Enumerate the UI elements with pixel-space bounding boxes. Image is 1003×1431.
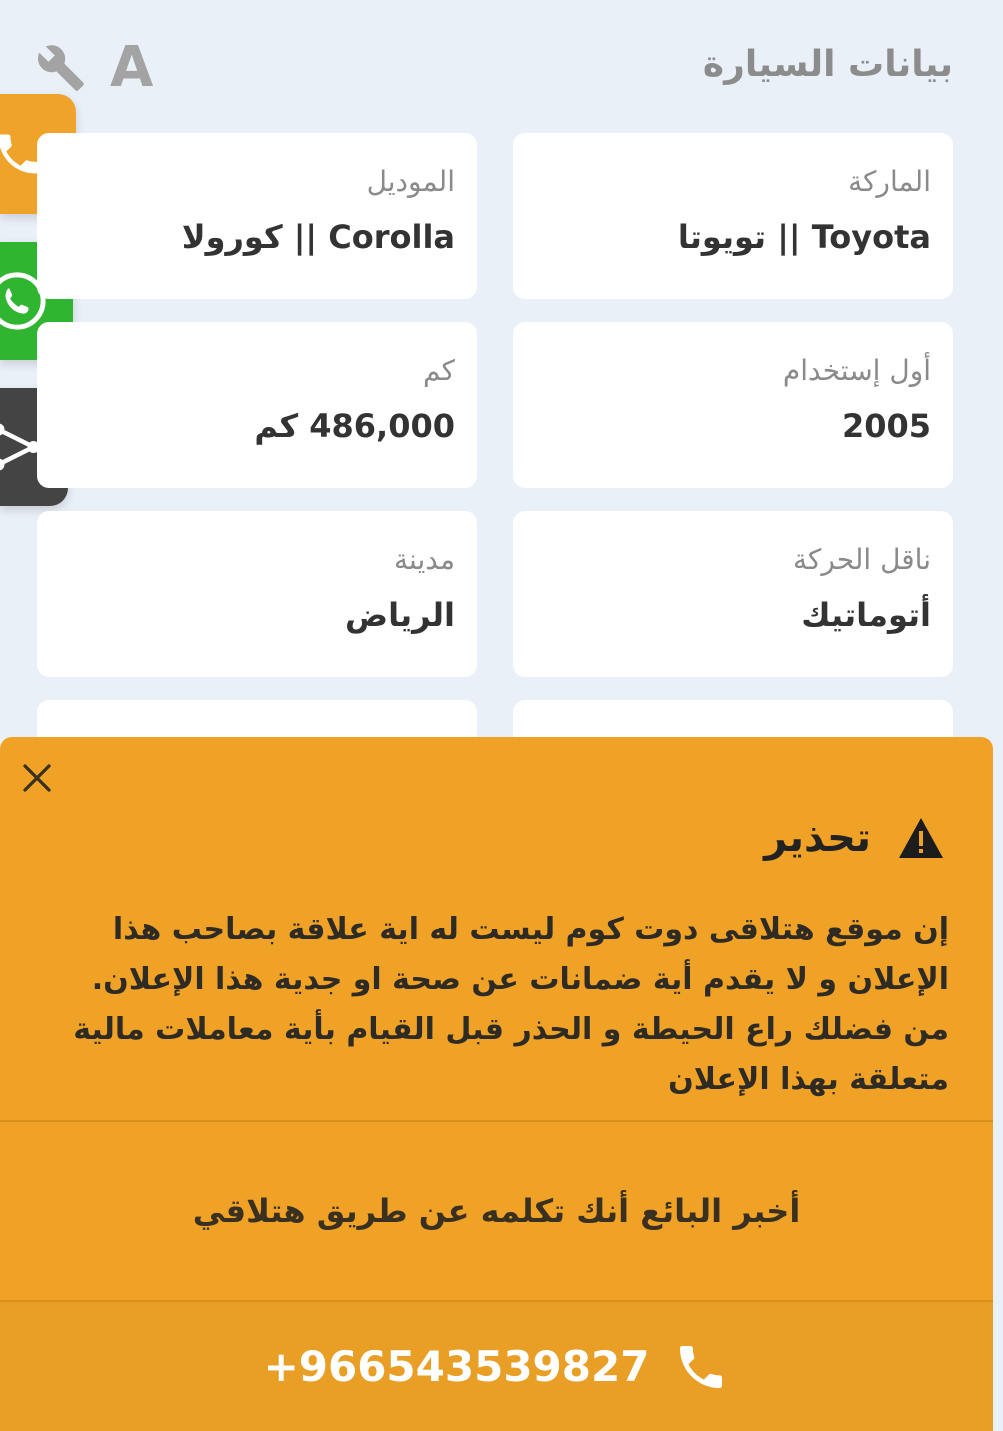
detail-card-model [37, 133, 477, 299]
detail-card-mileage [37, 322, 477, 488]
detail-card-transmission [513, 511, 953, 677]
close-button[interactable] [18, 759, 56, 797]
detail-label: مدينة [394, 543, 455, 576]
detail-value: Toyota || تويوتا [677, 218, 931, 256]
phone-number: +966543539827 [263, 1342, 650, 1391]
font-size-icon[interactable]: A [110, 35, 154, 100]
wrench-icon[interactable] [36, 43, 86, 93]
detail-card-first-use [513, 322, 953, 488]
detail-card-brand [513, 133, 953, 299]
warning-sheet [0, 737, 993, 1431]
warning-text: إن موقع هتلاقى دوت كوم ليست له اية علاقة بصاحب هذا الإعلان و لا يقدم أية ضمانات عن صحة او جدية هذا الإعلان. من فضلك راع الحيطة و الحذر قبل القيام بأية معاملات مالية متعلقة بهذا الإعلان [73, 912, 949, 1097]
detail-card-city [37, 511, 477, 677]
detail-value: 486,000 كم [254, 407, 455, 445]
detail-value: الرياض [345, 596, 455, 634]
toolbar [36, 35, 154, 100]
tell-seller-note: أخبر البائع أنك تكلمه عن طريق هتلاقي [192, 1192, 801, 1230]
close-icon [19, 760, 55, 796]
call-seller-button[interactable] [0, 1302, 993, 1431]
warning-title: تحذير [764, 815, 871, 861]
detail-value: Corolla || كورولا [181, 218, 455, 256]
section-title: بيانات السيارة [702, 44, 953, 85]
phone-icon [673, 1339, 729, 1395]
detail-value: أتوماتيك [801, 596, 931, 634]
detail-label: ناقل الحركة [793, 543, 931, 576]
detail-label: الماركة [848, 165, 931, 198]
detail-label: كم [423, 354, 455, 387]
detail-value: 2005 [841, 407, 931, 445]
warning-header [764, 815, 945, 861]
warning-triangle-icon [897, 816, 945, 860]
detail-label: الموديل [366, 165, 455, 198]
detail-label: أول إستخدام [782, 354, 931, 387]
